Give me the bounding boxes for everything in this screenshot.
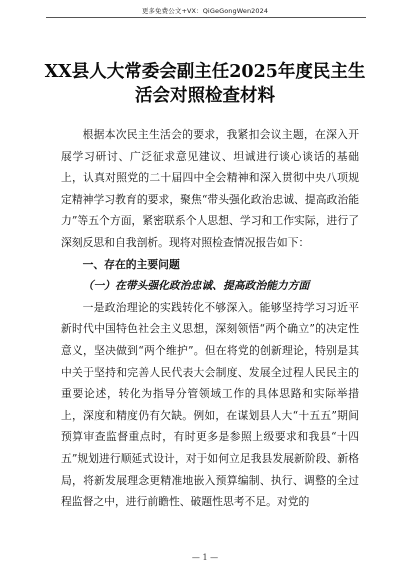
intro-paragraph: 根据本次民主生活会的要求，我紧扣会议主题，在深入开展学习研讨、广泛征求意见建议、坦诚进行谈心谈话的基础上，认真对照党的二十届四中全会精神和深入贯彻中央八项规定精神学习教育的要求，聚焦“带头强化政治忠诚、提高政治能力”等五个方面，紧密联系个人思想、学习和工作实际，进行了深刻反思和自我剖析。现将对照检查情况报告如下： (61, 128, 359, 249)
document-title: XX县人大常委会副主任2025年度民主生活会对照检查材料 (44, 62, 366, 106)
document-body (61, 124, 359, 513)
page-number: — 1 — (191, 553, 219, 562)
subsection-heading: （一）在带头强化政治忠诚、提高政治能力方面 (82, 279, 310, 293)
header-divider (46, 17, 366, 18)
page-header-banner: 更多免费公文+VX：QiGeGongWen2024 (141, 7, 269, 15)
section-heading: 一、存在的主要问题 (82, 257, 180, 271)
body-paragraph: 一是政治理论的实践转化不够深入。能够坚持学习习近平新时代中国特色社会主义思想，深刻领悟“两个确立”的决定性意义，坚决做到“两个维护”。但在将党的创新理论，特别是其中关于坚持和完善人民代表大会制度、发展全过程人民民主的重要论述，转化为指导分管领域工作的具体思路和实际举措上，深度和精度仍有欠缺。例如，在谋划县人大“十五五”期间预算审查监督重点时，有时更多是参照上级要求和我县“十四五”规划进行顺延式设计，对于如何立足我县发展新阶段、新格局，将新发展理念更精准地嵌入预算编制、执行、调整的全过程监督之中，进行前瞻性、破题性思考不足。对党的 (61, 300, 359, 509)
